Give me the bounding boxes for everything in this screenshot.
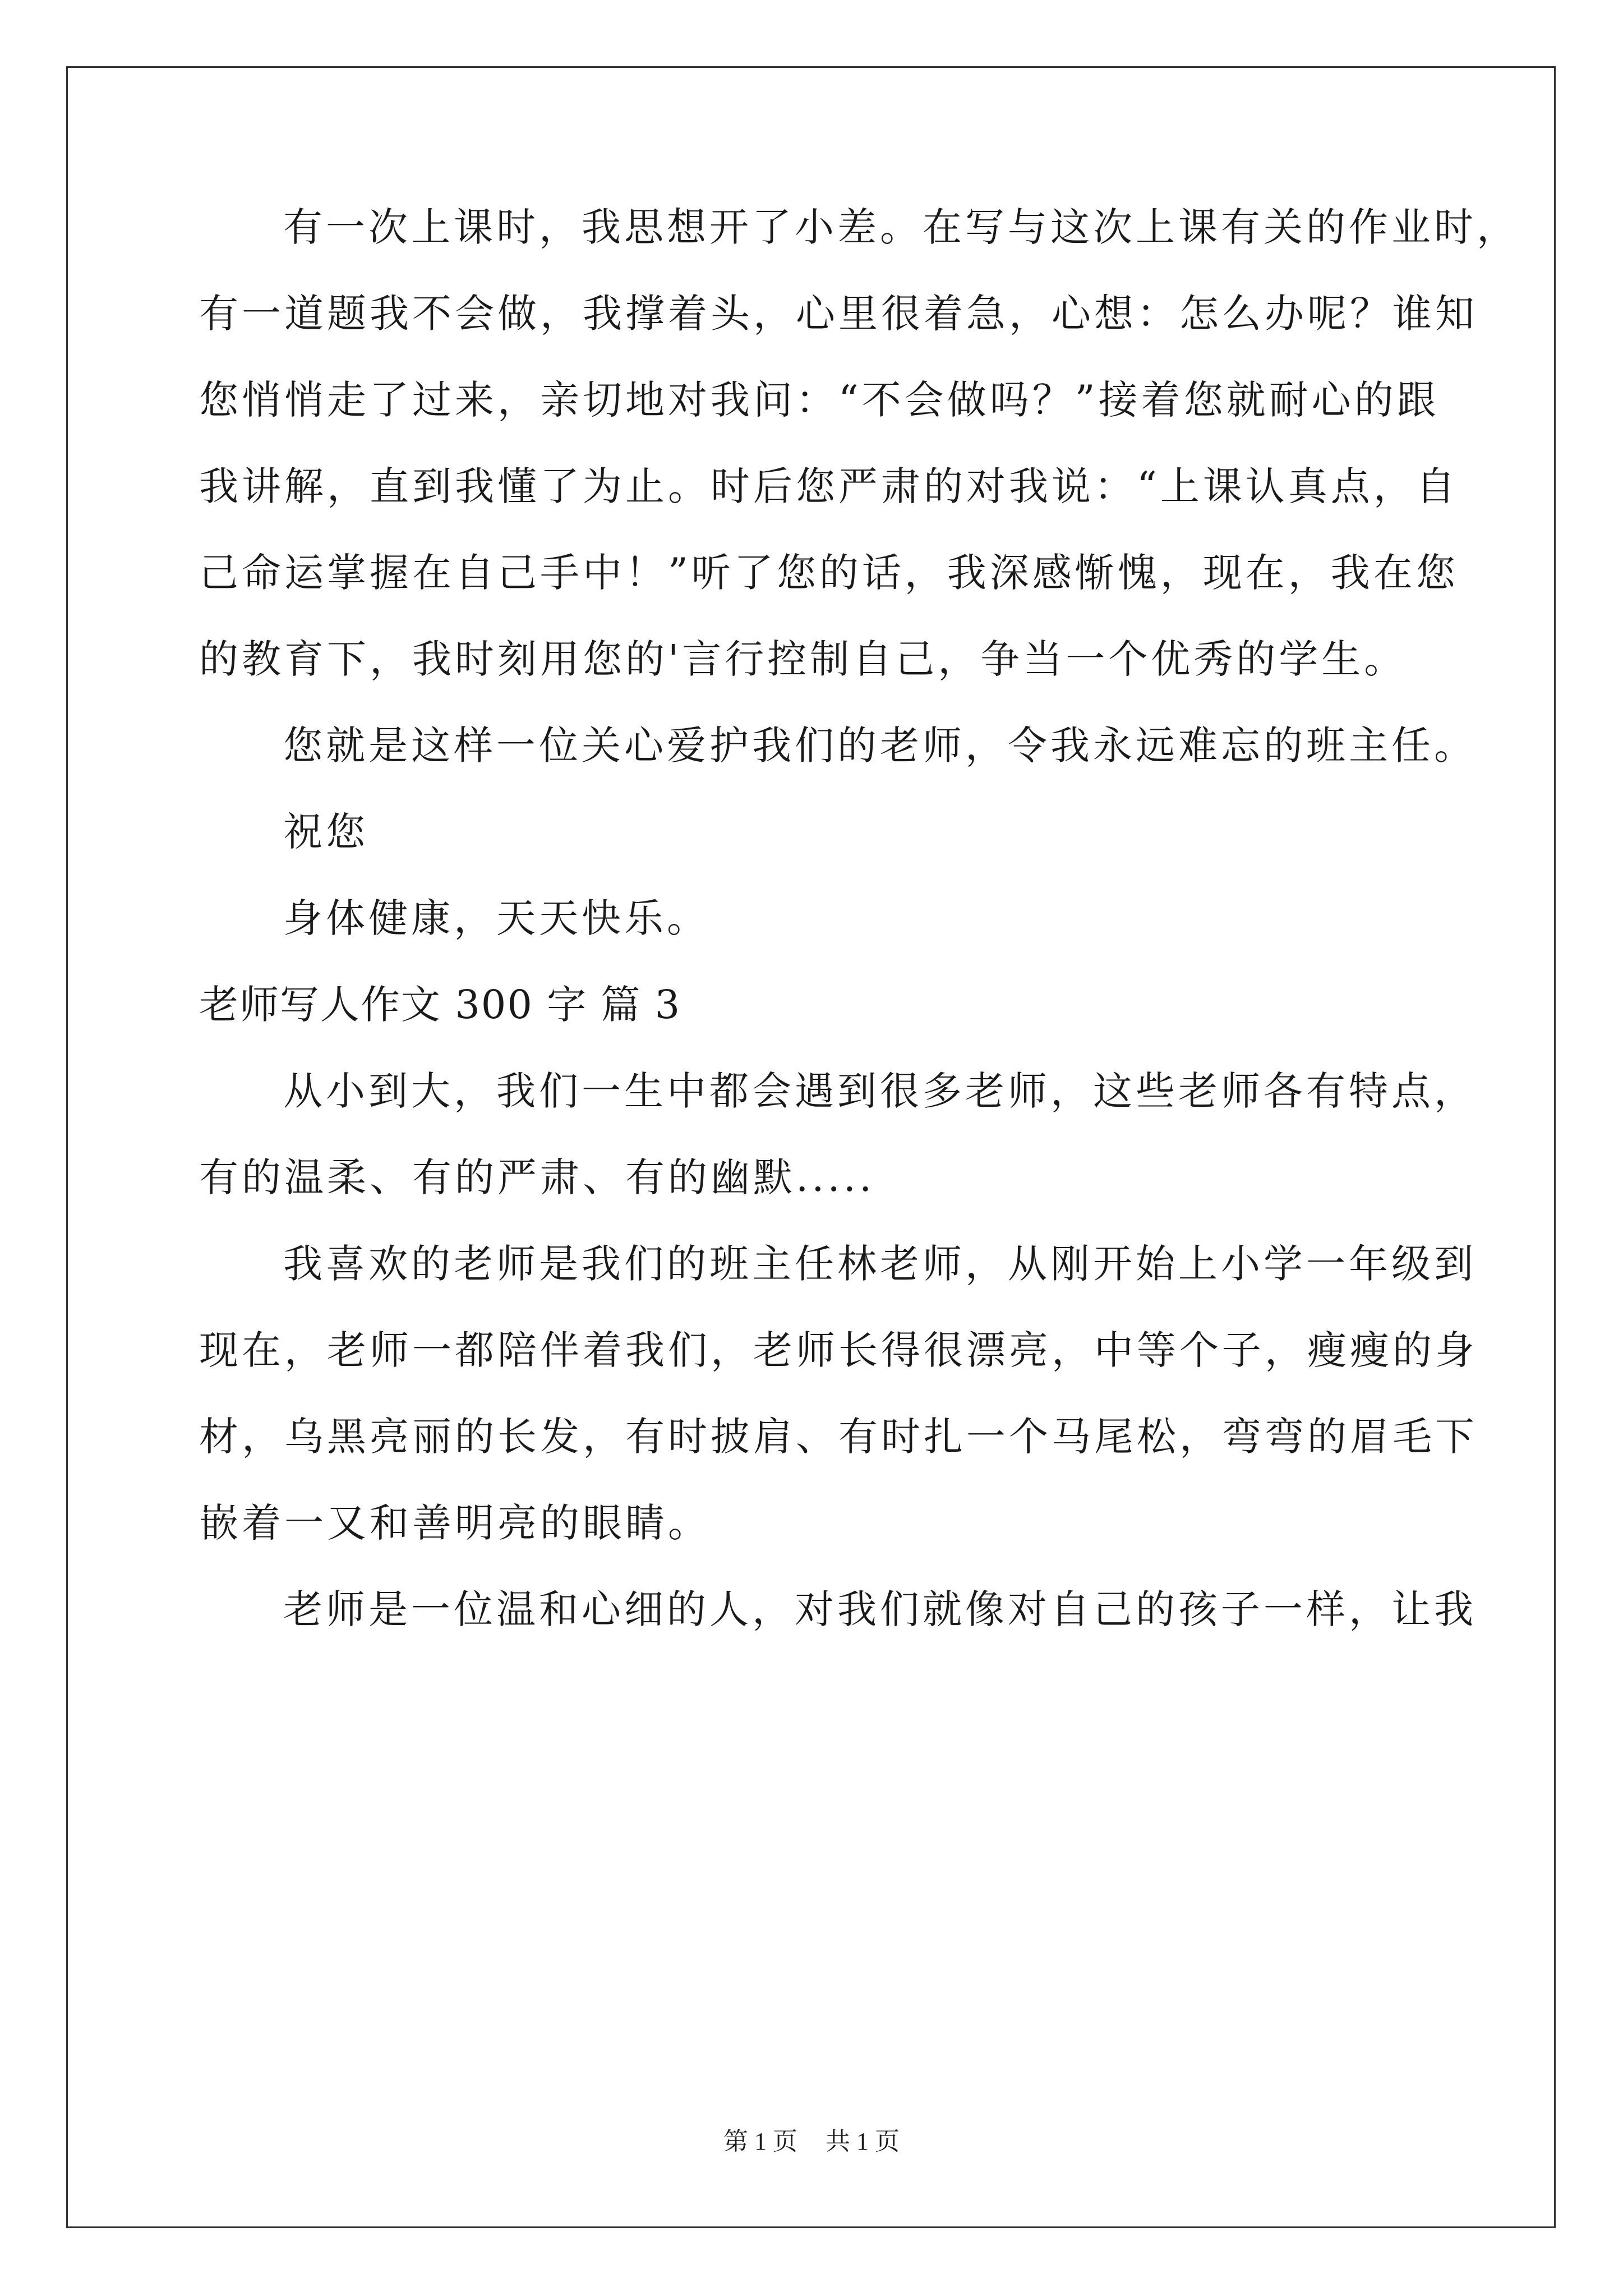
text-line: 老师是一位温和心细的人，对我们就像对自己的孩子一样，让我 xyxy=(283,1586,1477,1632)
text-line: 己命运掌握在自己手中！”听了您的话，我深感惭愧，现在，我在您 xyxy=(199,550,1459,596)
text-line: 身体健康，天天快乐。 xyxy=(283,895,709,941)
text-line: 您就是这样一位关心爱护我们的老师，令我永远难忘的班主任。 xyxy=(283,723,1477,769)
text-line: 的教育下，我时刻用您的'言行控制自己，争当一个优秀的学生。 xyxy=(199,636,1407,682)
document-body xyxy=(199,202,1519,1671)
page-number: 第 1 页 xyxy=(723,2128,797,2155)
section-heading: 老师写人作文 300 字 篇 3 xyxy=(199,982,681,1028)
text-line: 我讲解，直到我懂了为止。时后您严肃的对我说：“上课认真点，自 xyxy=(199,463,1459,509)
text-line: 从小到大，我们一生中都会遇到很多老师，这些老师各有特点， xyxy=(283,1068,1477,1114)
text-line: 祝您 xyxy=(283,809,368,855)
page-footer xyxy=(0,2126,1623,2157)
text-line: 我喜欢的老师是我们的班主任林老师，从刚开始上小学一年级到 xyxy=(283,1241,1477,1287)
text-line: 嵌着一又和善明亮的眼睛。 xyxy=(199,1500,711,1546)
text-line: 有一次上课时，我思想开了小差。在写与这次上课有关的作业时， xyxy=(283,204,1519,250)
page-total: 共 1 页 xyxy=(826,2128,900,2155)
text-line: 有一道题我不会做，我撑着头，心里很着急，心想：怎么办呢？谁知 xyxy=(199,291,1478,337)
text-line: 现在，老师一都陪伴着我们，老师长得很漂亮，中等个子，瘦瘦的身 xyxy=(199,1327,1478,1373)
text-line: 材，乌黑亮丽的长发，有时披肩、有时扎一个马尾松，弯弯的眉毛下 xyxy=(199,1414,1478,1460)
text-line: 您悄悄走了过来，亲切地对我问：“不会做吗？”接着您就耐心的跟 xyxy=(199,377,1440,423)
text-line: 有的温柔、有的严肃、有的幽默..... xyxy=(199,1154,875,1200)
